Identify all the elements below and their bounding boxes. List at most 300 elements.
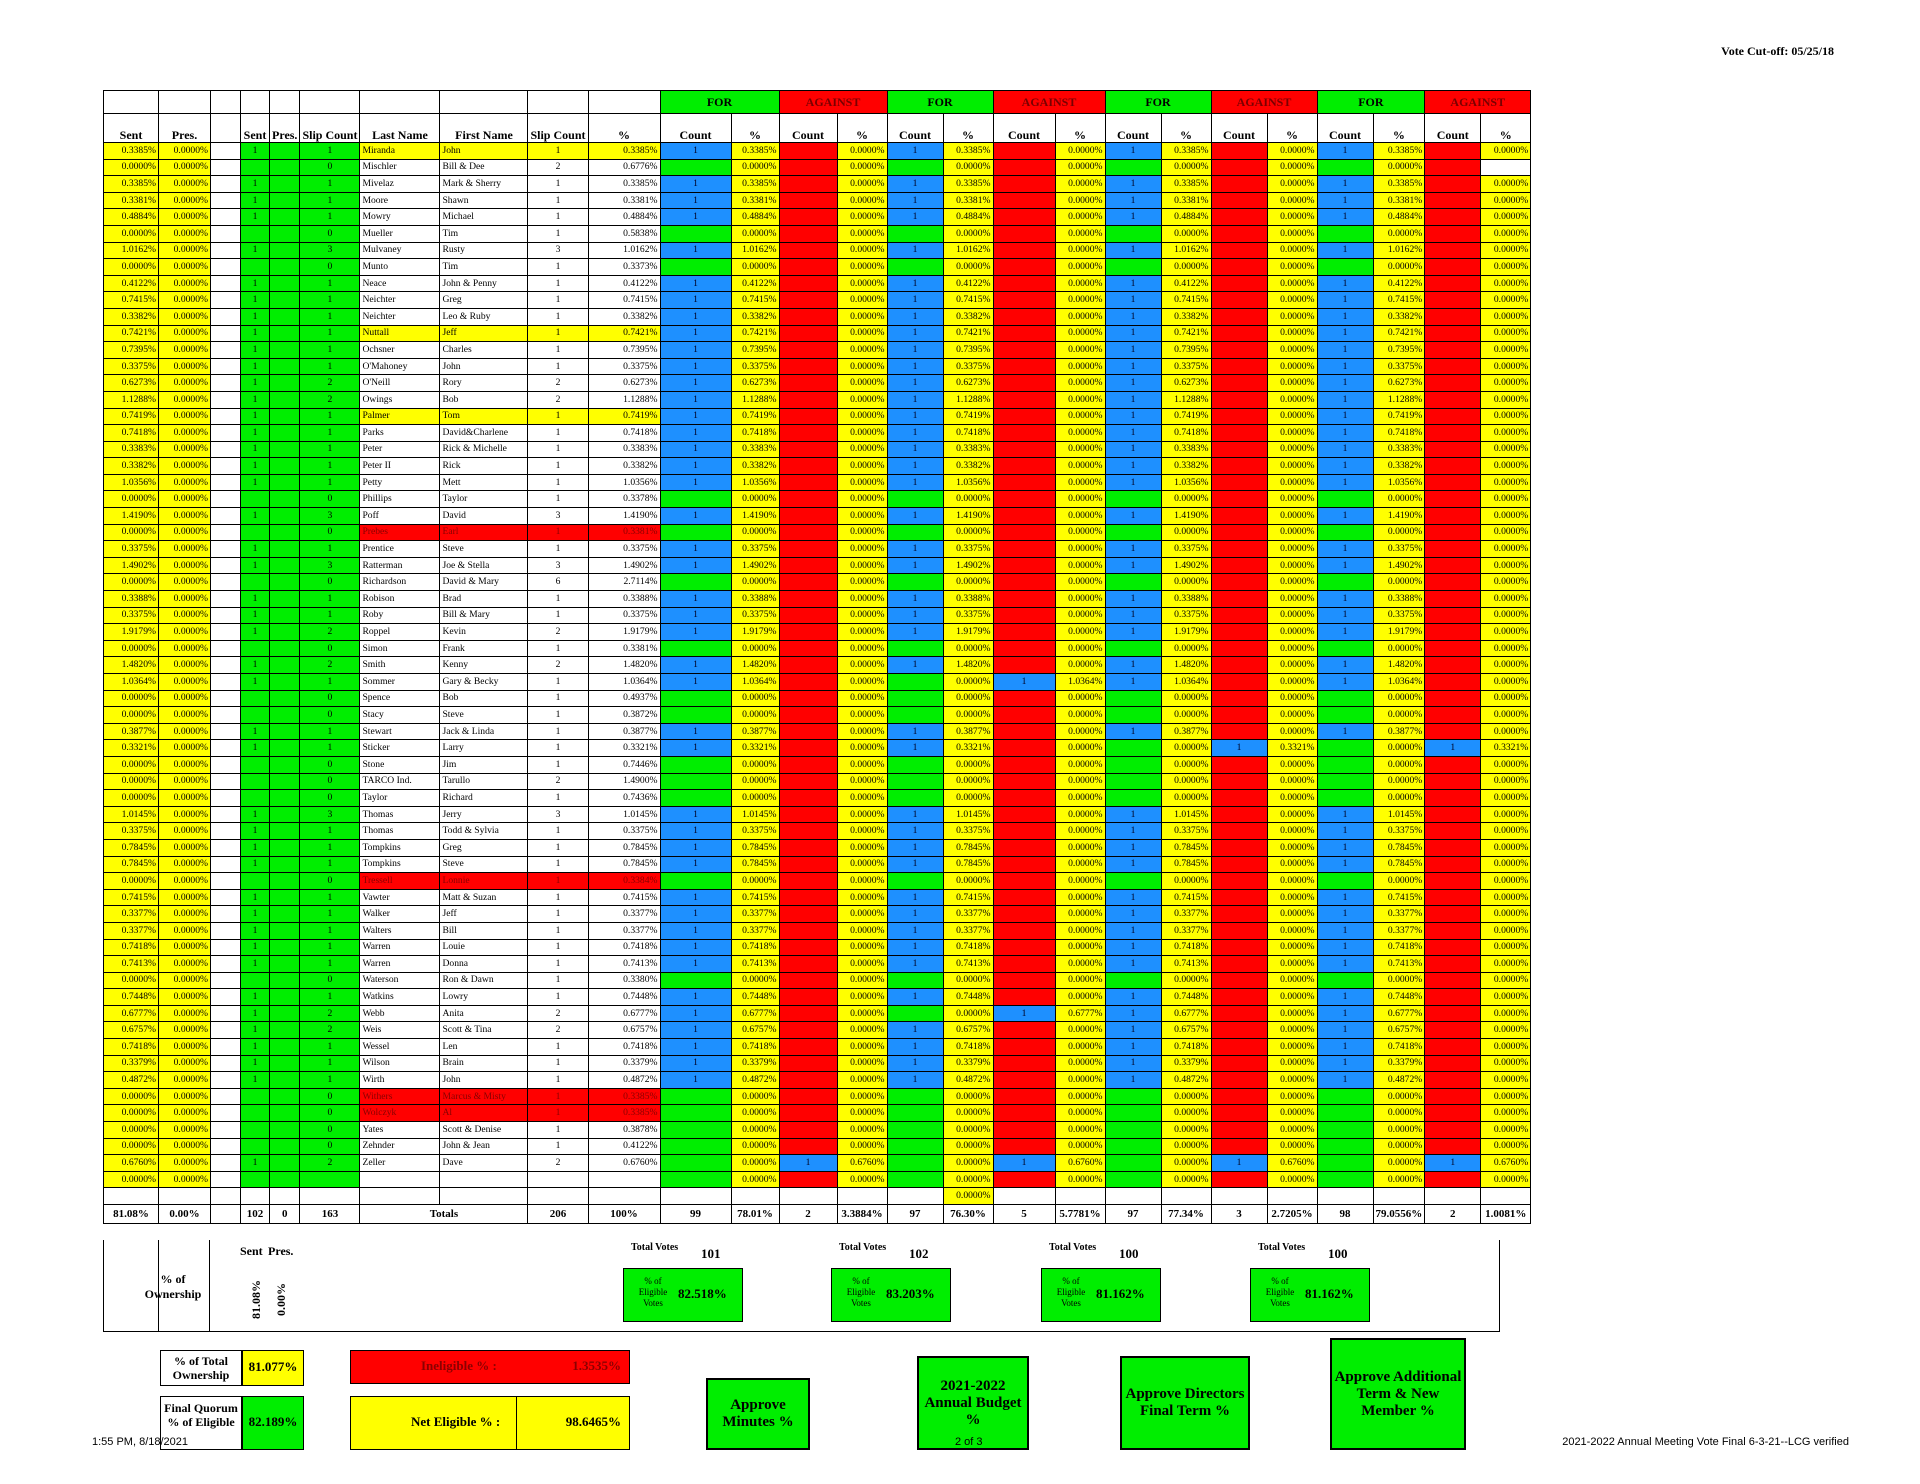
- cell-for-count: [1105, 1155, 1161, 1172]
- cell-against-count: [1211, 1122, 1267, 1139]
- cell-first-name: Anita: [440, 1005, 528, 1022]
- cell-for-count: 1: [1105, 839, 1161, 856]
- cell-blank: [211, 225, 241, 242]
- col-sent2: Sent: [241, 114, 270, 143]
- col-pct: %: [588, 114, 660, 143]
- cell-for-pct: 0.0000%: [1161, 491, 1211, 508]
- approve-minutes-button[interactable]: Approve Minutes %: [706, 1378, 810, 1450]
- cell-for-pct: 0.0000%: [943, 1005, 993, 1022]
- cell-for-pct: 0.0000%: [731, 1171, 779, 1188]
- cell-against-pct: 0.0000%: [1481, 989, 1531, 1006]
- cell-pct: [588, 1188, 660, 1205]
- cell-for-count: 1: [887, 275, 943, 292]
- cell-sent-count: [241, 640, 270, 657]
- cell-for-count: [887, 1088, 943, 1105]
- cell-for-count: 1: [660, 557, 731, 574]
- cell-slip: 0: [300, 972, 360, 989]
- cell-pres: [159, 1188, 211, 1205]
- cell-against-pct: 0.0000%: [837, 624, 887, 641]
- cell-against-count: [1425, 458, 1481, 475]
- cell-for-pct: 0.0000%: [1161, 640, 1211, 657]
- cell-sent: 0.7418%: [104, 1039, 159, 1056]
- cell-for-pct: 1.0162%: [943, 242, 993, 259]
- cell-last-name: Zehnder: [360, 1138, 440, 1155]
- cell-against-pct: 0.0000%: [837, 176, 887, 193]
- cell-for-count: 1: [1105, 474, 1161, 491]
- cell-blank: [211, 972, 241, 989]
- cell-slip2: 1: [528, 889, 588, 906]
- col-sent: Sent: [104, 114, 159, 143]
- cell-pres-count: [270, 1105, 300, 1122]
- cell-against-pct: [1481, 159, 1531, 176]
- vote-row: [104, 906, 1531, 923]
- cell-against-pct: 0.0000%: [1055, 1039, 1105, 1056]
- additional-term-button[interactable]: Approve Additional Term & New Member %: [1330, 1338, 1466, 1450]
- cell-last-name: Walker: [360, 906, 440, 923]
- cell-slip: 1: [300, 839, 360, 856]
- cell-for-pct: 0.3375%: [731, 823, 779, 840]
- cell-against-pct: 0.6760%: [1481, 1155, 1531, 1172]
- cell-for-pct: 1.9179%: [943, 624, 993, 641]
- cell-for-count: [660, 773, 731, 790]
- cell-for-count: [887, 491, 943, 508]
- cell-for-pct: 0.0000%: [1161, 740, 1211, 757]
- cell-sent: 0.0000%: [104, 790, 159, 807]
- cell-for-count: 1: [1105, 1072, 1161, 1089]
- cell-against-pct: 0.0000%: [1267, 242, 1317, 259]
- cell-against-count: [1211, 1022, 1267, 1039]
- cell-slip: 0: [300, 491, 360, 508]
- cell-against-count: [1211, 1105, 1267, 1122]
- cell-against-count: [779, 1072, 837, 1089]
- cell-sent-count: 1: [241, 242, 270, 259]
- cell-pres-count: [270, 176, 300, 193]
- cell-for-count: [1105, 225, 1161, 242]
- cell-for-pct: 0.3377%: [1161, 922, 1211, 939]
- cell-against-count: [1425, 624, 1481, 641]
- cell-pres-count: [270, 591, 300, 608]
- cell-against-count: [779, 624, 837, 641]
- cell-sent: 0.3375%: [104, 541, 159, 558]
- annual-budget-button[interactable]: 2021-2022 Annual Budget %: [917, 1356, 1029, 1450]
- cell-against-count: [1211, 458, 1267, 475]
- cell-last-name: Owings: [360, 391, 440, 408]
- cell-for-count: [1105, 159, 1161, 176]
- cell-slip2: 1: [528, 1039, 588, 1056]
- cell-for-pct: 0.0000%: [1373, 524, 1425, 541]
- vote-row: [104, 1155, 1531, 1172]
- cell-for-count: [660, 159, 731, 176]
- cell-first-name: David&Charlene: [440, 425, 528, 442]
- cell-for-pct: 0.7418%: [943, 425, 993, 442]
- cell-for-count: 1: [1317, 624, 1373, 641]
- cell-for-pct: 0.3375%: [1161, 607, 1211, 624]
- cell-against-count: [1425, 508, 1481, 525]
- cell-against-count: [993, 790, 1055, 807]
- vote-rows: [104, 143, 1531, 1205]
- cell-last-name: O'Neill: [360, 375, 440, 392]
- cell-against-pct: 0.0000%: [837, 707, 887, 724]
- cell-for-pct: 0.0000%: [731, 790, 779, 807]
- cell-for-pct: 0.0000%: [943, 674, 993, 691]
- cell-for-pct: 0.0000%: [1161, 1122, 1211, 1139]
- cell-slip2: 2: [528, 773, 588, 790]
- cell-against-count: [1211, 723, 1267, 740]
- cell-sent-count: 1: [241, 176, 270, 193]
- cell-against-pct: 0.0000%: [1481, 906, 1531, 923]
- vote-row: [104, 342, 1531, 359]
- cell-against-pct: 0.0000%: [1481, 839, 1531, 856]
- cell-for-pct: 0.3375%: [943, 823, 993, 840]
- cell-against-count: [993, 225, 1055, 242]
- cell-against-count: [1425, 823, 1481, 840]
- cell-pres: 0.0000%: [159, 657, 211, 674]
- cell-against-count: [993, 640, 1055, 657]
- cell-for-pct: 0.0000%: [1373, 1155, 1425, 1172]
- cell-for-count: [1317, 773, 1373, 790]
- cell-for-count: [660, 1088, 731, 1105]
- cell-for-count: 1: [1317, 1039, 1373, 1056]
- cell-slip: 3: [300, 806, 360, 823]
- vote-row: [104, 425, 1531, 442]
- cell-first-name: Brad: [440, 591, 528, 608]
- cell-slip: 0: [300, 524, 360, 541]
- cell-blank: [211, 1155, 241, 1172]
- cell-against-pct: 0.0000%: [1267, 524, 1317, 541]
- cell-last-name: Tompkins: [360, 856, 440, 873]
- cell-against-count: [1211, 425, 1267, 442]
- cell-for-count: 1: [1105, 607, 1161, 624]
- cell-sent: 0.0000%: [104, 1105, 159, 1122]
- cell-pct: 0.3379%: [588, 1055, 660, 1072]
- cell-for-pct: 0.0000%: [1373, 1122, 1425, 1139]
- cell-against-pct: 0.0000%: [1055, 723, 1105, 740]
- cell-against-count: [1425, 922, 1481, 939]
- directors-final-term-button[interactable]: Approve Directors Final Term %: [1120, 1356, 1250, 1450]
- cell-against-count: [1425, 972, 1481, 989]
- cell-sent-count: [241, 707, 270, 724]
- cell-against-count: [993, 906, 1055, 923]
- cell-against-count: [1425, 159, 1481, 176]
- cell-against-count: [779, 1055, 837, 1072]
- cell-for-count: 1: [1317, 889, 1373, 906]
- cell-for-count: 1: [1105, 242, 1161, 259]
- cell-blank: [211, 1105, 241, 1122]
- footer-filename: 2021-2022 Annual Meeting Vote Final 6-3-21--LCG verified: [1562, 1436, 1849, 1448]
- cell-sent-count: 1: [241, 657, 270, 674]
- cell-for-count: 1: [660, 1005, 731, 1022]
- cell-for-pct: 0.3383%: [943, 441, 993, 458]
- cell-against-count: 1: [779, 1155, 837, 1172]
- cell-for-pct: 0.0000%: [1373, 259, 1425, 276]
- cell-for-count: 1: [1105, 1005, 1161, 1022]
- cell-for-pct: 0.0000%: [943, 1105, 993, 1122]
- cell-against-pct: 0.0000%: [1481, 176, 1531, 193]
- cell-for-pct: 0.3382%: [1373, 458, 1425, 475]
- cell-against-pct: 0.0000%: [1267, 889, 1317, 906]
- cell-sent-count: 1: [241, 508, 270, 525]
- cell-for-pct: 0.0000%: [731, 690, 779, 707]
- cell-against-pct: 0.0000%: [1055, 690, 1105, 707]
- cell-pres-count: [270, 1088, 300, 1105]
- cell-for-count: 1: [660, 1039, 731, 1056]
- cell-sent-count: [241, 790, 270, 807]
- cell-for-pct: 0.3382%: [731, 458, 779, 475]
- cell-against-count: [993, 1122, 1055, 1139]
- cell-against-pct: 0.6777%: [1055, 1005, 1105, 1022]
- cell-against-count: [1211, 1072, 1267, 1089]
- cell-for-pct: 1.4190%: [1373, 508, 1425, 525]
- vote-row: [104, 574, 1531, 591]
- cell-pres-count: [270, 640, 300, 657]
- cell-pres-count: [270, 192, 300, 209]
- cell-for-pct: 0.7395%: [731, 342, 779, 359]
- cell-blank: [211, 143, 241, 160]
- cell-against-count: [1425, 491, 1481, 508]
- cell-for-pct: 1.1288%: [731, 391, 779, 408]
- cell-against-count: [1425, 292, 1481, 309]
- cell-pres-count: [270, 358, 300, 375]
- cell-against-pct: 0.0000%: [1055, 508, 1105, 525]
- cell-pres-count: [270, 325, 300, 342]
- cell-pres: 0.0000%: [159, 640, 211, 657]
- col-count: Count: [993, 114, 1055, 143]
- vote-row: [104, 756, 1531, 773]
- summary-pres-pct: 0.00%: [274, 1283, 288, 1316]
- cell-pres: 0.0000%: [159, 259, 211, 276]
- cell-for-pct: 0.7419%: [1373, 408, 1425, 425]
- cell-last-name: Spence: [360, 690, 440, 707]
- cell-for-count: [1317, 640, 1373, 657]
- cell-for-count: 1: [887, 657, 943, 674]
- cell-against-pct: 0.0000%: [1055, 458, 1105, 475]
- cell-for-count: 1: [1317, 143, 1373, 160]
- cell-for-count: 1: [887, 541, 943, 558]
- vote-row: [104, 1022, 1531, 1039]
- total-votes-value: 100: [1119, 1246, 1139, 1261]
- cell-against-pct: 0.0000%: [1267, 1122, 1317, 1139]
- cell-for-count: [1317, 707, 1373, 724]
- vote-row: [104, 209, 1531, 226]
- cell-pres: 0.0000%: [159, 176, 211, 193]
- cell-against-count: [1211, 192, 1267, 209]
- cell-against-count: [1211, 1055, 1267, 1072]
- cell-pres-count: [270, 756, 300, 773]
- cell-pres-count: [270, 425, 300, 442]
- cell-for-count: 1: [887, 922, 943, 939]
- cell-for-count: 1: [1317, 1005, 1373, 1022]
- cell-for-count: 1: [1317, 425, 1373, 442]
- cell-last-name: Richardson: [360, 574, 440, 591]
- vote-row: [104, 1039, 1531, 1056]
- cell-slip: 1: [300, 308, 360, 325]
- cell-for-pct: 0.3375%: [1373, 358, 1425, 375]
- cell-against-pct: 0.0000%: [1055, 806, 1105, 823]
- cell-for-count: 1: [1105, 1039, 1161, 1056]
- cell-sent: 0.4884%: [104, 209, 159, 226]
- cell-against-pct: 0.0000%: [1481, 856, 1531, 873]
- cell-pct: 1.4820%: [588, 657, 660, 674]
- cell-against-pct: 0.0000%: [1267, 823, 1317, 840]
- cell-against-pct: 0.0000%: [1267, 143, 1317, 160]
- cell-for-pct: 1.0162%: [1161, 242, 1211, 259]
- cell-blank: [211, 1171, 241, 1188]
- cell-against-pct: 0.0000%: [1481, 1138, 1531, 1155]
- cell-against-pct: 0.0000%: [837, 1105, 887, 1122]
- cell-against-pct: 0.0000%: [1481, 723, 1531, 740]
- cell-for-count: 1: [1105, 176, 1161, 193]
- cell-for-count: 1: [1317, 856, 1373, 873]
- cell-against-pct: 0.0000%: [1267, 690, 1317, 707]
- cell-last-name: Mischler: [360, 159, 440, 176]
- cell-for-pct: 0.3375%: [1373, 541, 1425, 558]
- cell-against-count: [993, 259, 1055, 276]
- cell-against-count: [993, 292, 1055, 309]
- eligible-value: 83.203%: [886, 1286, 935, 1301]
- total-pres: 0.00%: [159, 1205, 211, 1224]
- totals-label: Totals: [360, 1205, 528, 1224]
- cell-first-name: Frank: [440, 640, 528, 657]
- total-for-count-1: 99: [660, 1205, 731, 1224]
- cell-pres: 0.0000%: [159, 690, 211, 707]
- cell-against-count: [993, 1171, 1055, 1188]
- cell-last-name: Watkins: [360, 989, 440, 1006]
- cell-first-name: Matt & Suzan: [440, 889, 528, 906]
- cell-for-count: [887, 1138, 943, 1155]
- cell-blank: [211, 956, 241, 973]
- vote-row: [104, 524, 1531, 541]
- cell-sent: 0.0000%: [104, 707, 159, 724]
- cell-against-pct: 0.0000%: [1055, 1138, 1105, 1155]
- cell-last-name: Simon: [360, 640, 440, 657]
- cell-for-pct: 1.0364%: [1161, 674, 1211, 691]
- cell-for-count: [1105, 1122, 1161, 1139]
- cell-slip2: 1: [528, 1088, 588, 1105]
- cell-for-count: [1105, 491, 1161, 508]
- total-pct: 100%: [588, 1205, 660, 1224]
- cell-for-count: 1: [887, 342, 943, 359]
- cell-against-count: [1425, 889, 1481, 906]
- cell-for-count: [660, 873, 731, 890]
- cell-for-count: [1105, 740, 1161, 757]
- cell-for-pct: 0.7418%: [1161, 939, 1211, 956]
- vote-row: [104, 192, 1531, 209]
- cell-blank: [211, 823, 241, 840]
- cell-sent-count: 1: [241, 1155, 270, 1172]
- cell-against-pct: 0.0000%: [837, 1005, 887, 1022]
- cell-sent: 0.0000%: [104, 159, 159, 176]
- cell-against-pct: 0.0000%: [837, 1039, 887, 1056]
- cell-against-count: [1211, 856, 1267, 873]
- cell-pct: 1.0356%: [588, 474, 660, 491]
- cell-for-pct: 0.7421%: [731, 325, 779, 342]
- cell-for-count: 1: [887, 425, 943, 442]
- cell-against-count: [779, 143, 837, 160]
- cell-pres-count: [270, 856, 300, 873]
- cell-against-count: [993, 1072, 1055, 1089]
- cell-sent-count: 1: [241, 325, 270, 342]
- cell-against-pct: 0.0000%: [837, 325, 887, 342]
- cell-against-pct: [1267, 1188, 1317, 1205]
- cell-for-pct: 1.9179%: [1161, 624, 1211, 641]
- cell-slip2: 1: [528, 541, 588, 558]
- cell-first-name: Mett: [440, 474, 528, 491]
- cell-against-pct: 0.0000%: [1481, 640, 1531, 657]
- cell-pres: 0.0000%: [159, 989, 211, 1006]
- cell-for-count: 1: [660, 275, 731, 292]
- cell-against-pct: 0.0000%: [1481, 458, 1531, 475]
- cell-slip: 0: [300, 225, 360, 242]
- cell-against-pct: 0.0000%: [1481, 756, 1531, 773]
- cell-pres-count: [270, 1171, 300, 1188]
- cell-slip2: 1: [528, 474, 588, 491]
- cell-for-pct: 0.7415%: [1161, 889, 1211, 906]
- cell-against-count: [779, 806, 837, 823]
- cell-for-count: [1317, 524, 1373, 541]
- cell-against-pct: 0.0000%: [837, 557, 887, 574]
- cell-for-pct: 0.3375%: [731, 358, 779, 375]
- cell-last-name: Taylor: [360, 790, 440, 807]
- cell-pres: 0.0000%: [159, 823, 211, 840]
- cell-for-count: 1: [660, 176, 731, 193]
- cell-against-count: [1211, 906, 1267, 923]
- cell-last-name: [360, 1188, 440, 1205]
- cell-against-count: [1425, 1138, 1481, 1155]
- cell-pres: 0.0000%: [159, 192, 211, 209]
- cell-slip2: 1: [528, 607, 588, 624]
- cell-for-count: 1: [1317, 325, 1373, 342]
- cell-against-pct: 0.0000%: [1481, 1055, 1531, 1072]
- cell-pres-count: [270, 441, 300, 458]
- cell-first-name: Tim: [440, 225, 528, 242]
- cell-blank: [211, 1138, 241, 1155]
- cell-blank: [211, 624, 241, 641]
- vote-row: [104, 1105, 1531, 1122]
- cell-pct: 0.7418%: [588, 1039, 660, 1056]
- cell-pres-count: [270, 723, 300, 740]
- cell-first-name: Jim: [440, 756, 528, 773]
- cell-sent: 0.0000%: [104, 1122, 159, 1139]
- cell-against-count: [779, 823, 837, 840]
- cell-against-count: [779, 723, 837, 740]
- col-pres: Pres.: [159, 114, 211, 143]
- cell-for-count: 1: [1317, 391, 1373, 408]
- cell-for-pct: 0.7448%: [1161, 989, 1211, 1006]
- totals-row: [104, 1205, 1531, 1224]
- cell-against-count: [779, 441, 837, 458]
- vote-row: [104, 225, 1531, 242]
- vote-row: [104, 657, 1531, 674]
- cell-for-pct: 0.0000%: [943, 972, 993, 989]
- cell-against-count: [993, 956, 1055, 973]
- cell-against-count: [1211, 342, 1267, 359]
- cell-sent-count: 1: [241, 541, 270, 558]
- cell-against-pct: 0.0000%: [1481, 624, 1531, 641]
- col-percent: %: [1055, 114, 1105, 143]
- cell-blank: [211, 242, 241, 259]
- cell-for-count: 1: [660, 474, 731, 491]
- cell-against-count: [779, 259, 837, 276]
- cell-for-pct: 0.0000%: [731, 1155, 779, 1172]
- cell-first-name: Michael: [440, 209, 528, 226]
- cell-for-pct: 0.0000%: [731, 756, 779, 773]
- cell-against-count: [1425, 1055, 1481, 1072]
- cell-for-pct: 0.3385%: [943, 176, 993, 193]
- cell-against-pct: 0.0000%: [1055, 922, 1105, 939]
- cell-for-count: 1: [1105, 939, 1161, 956]
- cell-against-pct: 0.0000%: [1481, 657, 1531, 674]
- cell-first-name: Richard: [440, 790, 528, 807]
